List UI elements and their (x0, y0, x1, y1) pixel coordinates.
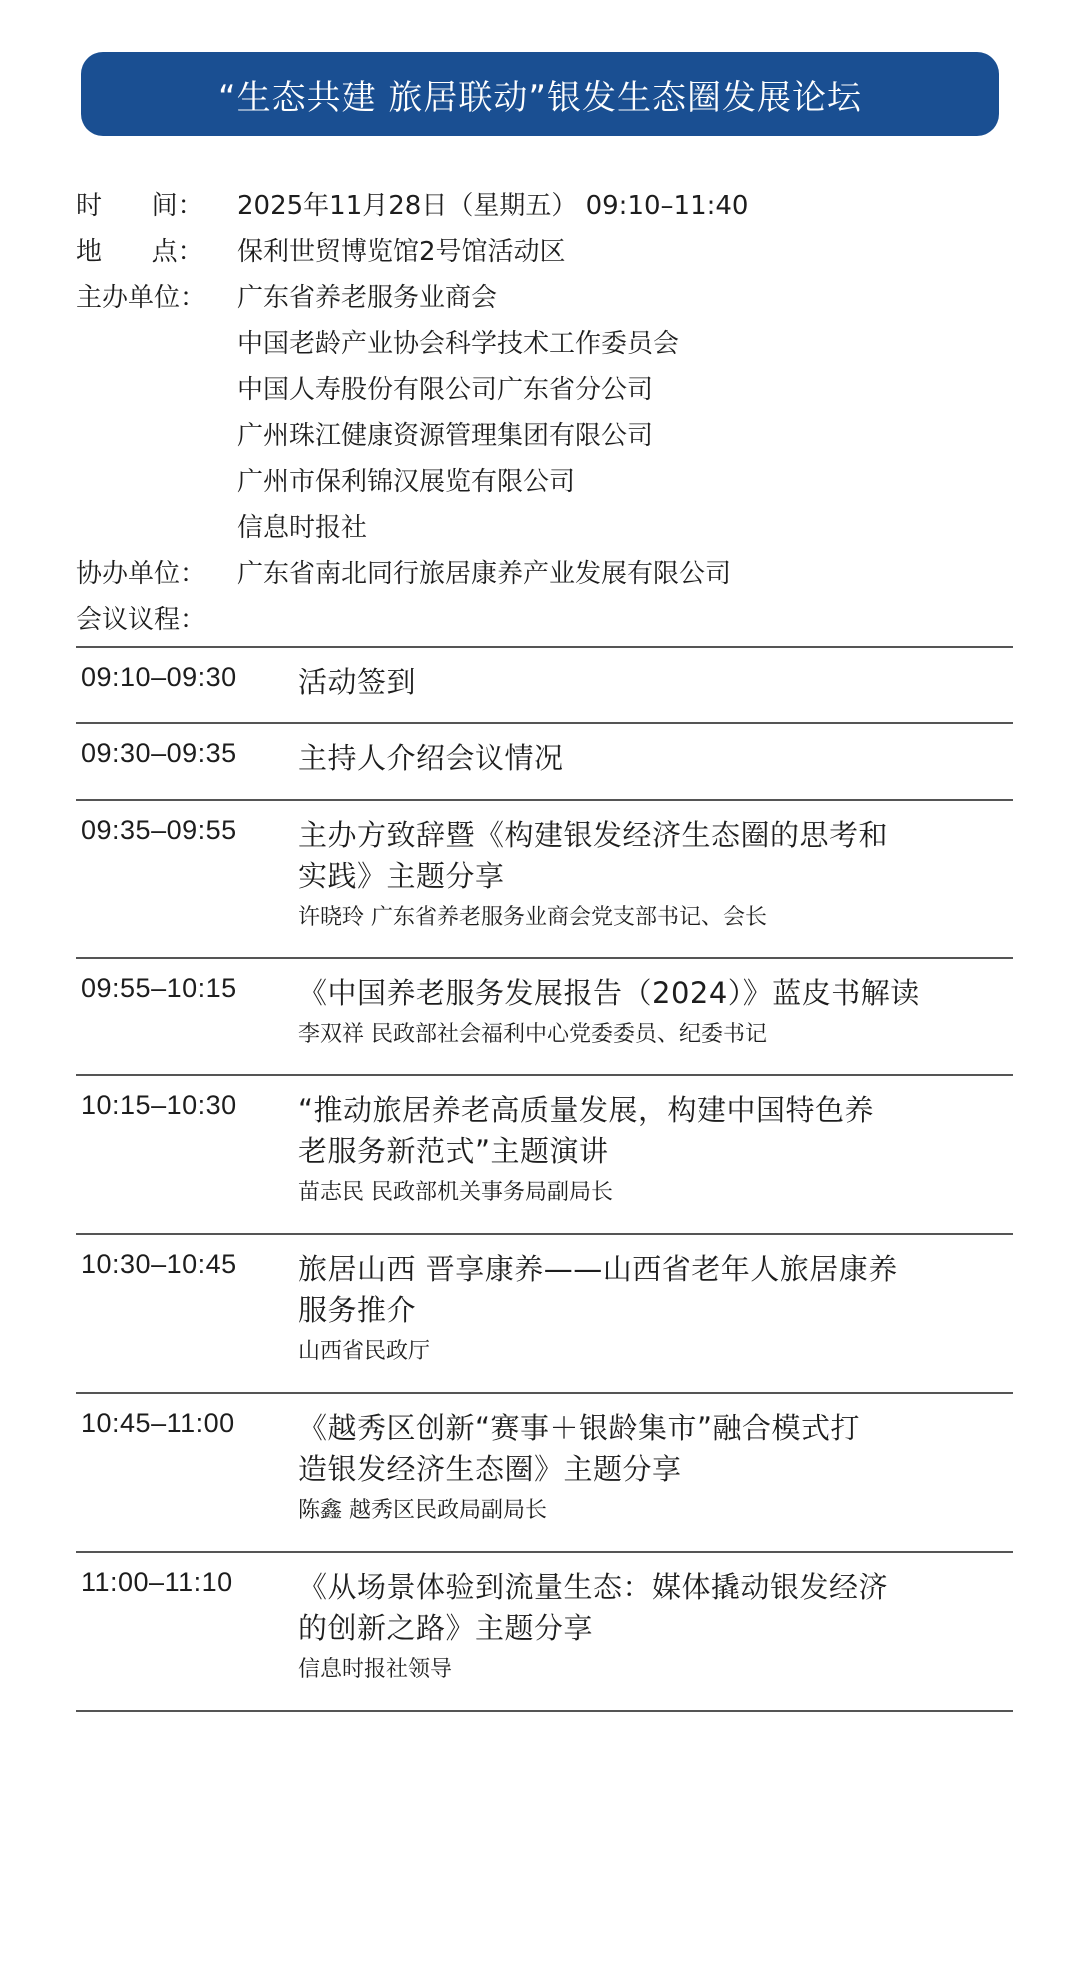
info-cohost-row (76, 548, 1016, 594)
info-host-row (76, 410, 1016, 456)
agenda-time: 09:10–09:30 (81, 662, 237, 692)
co-host-label: 协办单位： (76, 558, 207, 589)
agenda-speaker: 信息时报社领导 (298, 1657, 453, 1682)
agenda-row (76, 957, 1013, 1074)
place-value: 保利世贸博览馆2号馆活动区 (237, 236, 566, 267)
host-name: 广州珠江健康资源管理集团有限公司 (237, 420, 654, 451)
agenda-row (76, 1233, 1013, 1392)
agenda-row (76, 1074, 1013, 1233)
info-host-row (76, 502, 1016, 548)
agenda-row (76, 722, 1013, 799)
place-label: 地 点： (76, 236, 204, 267)
agenda-time: 10:30–10:45 (81, 1249, 237, 1279)
agenda-title: 《越秀区创新“赛事＋银龄集市”融合模式打 造银发经济生态圈》主题分享 (298, 1411, 861, 1486)
agenda-speaker: 许晓玲 广东省养老服务业商会党支部书记、会长 (298, 905, 767, 930)
info-agenda-row (76, 594, 1016, 640)
agenda-title: “推动旅居养老高质量发展，构建中国特色养 老服务新范式”主题演讲 (298, 1093, 875, 1168)
host-name: 广州市保利锦汉展览有限公司 (237, 466, 576, 497)
agenda-speaker: 陈鑫 越秀区民政局副局长 (298, 1498, 547, 1523)
host-name: 中国人寿股份有限公司广东省分公司 (237, 374, 654, 405)
agenda-time: 10:15–10:30 (81, 1090, 237, 1120)
title-banner (81, 52, 999, 136)
info-place-row (76, 226, 1016, 272)
agenda-title: 《中国养老服务发展报告（2024）》蓝皮书解读 (298, 976, 920, 1010)
host-name: 中国老龄产业协会科学技术工作委员会 (237, 328, 680, 359)
agenda-row (76, 1392, 1013, 1551)
info-time-row (76, 180, 1016, 226)
agenda-title: 《从场景体验到流量生态：媒体撬动银发经济 的创新之路》主题分享 (298, 1570, 889, 1645)
co-host-value: 广东省南北同行旅居康养产业发展有限公司 (237, 558, 732, 589)
agenda-row (76, 799, 1013, 957)
host-name: 信息时报社 (237, 512, 368, 543)
agenda-label: 会议议程： (76, 604, 207, 635)
agenda-time: 11:00–11:10 (81, 1567, 233, 1597)
page-title: “生态共建 旅居联动”银发生态圈发展论坛 (217, 77, 863, 118)
agenda-title: 活动签到 (298, 665, 417, 699)
agenda-time: 10:45–11:00 (81, 1408, 235, 1438)
hosts-label: 主办单位： (76, 282, 207, 313)
info-host-row (76, 456, 1016, 502)
agenda-speaker: 山西省民政厅 (298, 1339, 431, 1364)
agenda-row (76, 1551, 1013, 1712)
agenda-time: 09:55–10:15 (81, 973, 237, 1003)
agenda-title: 主持人介绍会议情况 (298, 741, 564, 775)
agenda-speaker: 李双祥 民政部社会福利中心党委委员、纪委书记 (298, 1022, 767, 1047)
agenda-title: 主办方致辞暨《构建银发经济生态圈的思考和 实践》主题分享 (298, 818, 889, 893)
agenda-title: 旅居山西 晋享康养——山西省老年人旅居康养 服务推介 (298, 1252, 898, 1327)
time-value: 2025年11月28日（星期五） 09:10–11:40 (237, 190, 749, 221)
info-host-row (76, 318, 1016, 364)
info-host-row (76, 364, 1016, 410)
agenda-time: 09:30–09:35 (81, 738, 237, 768)
event-info (76, 180, 1016, 640)
host-name: 广东省养老服务业商会 (237, 282, 498, 313)
agenda-speaker: 苗志民 民政部机关事务局副局长 (298, 1180, 613, 1205)
agenda-table (76, 646, 1013, 1712)
agenda-time: 09:35–09:55 (81, 815, 237, 845)
agenda-row (76, 646, 1013, 722)
info-hosts-row (76, 272, 1016, 318)
time-label: 时 间： (76, 190, 204, 221)
